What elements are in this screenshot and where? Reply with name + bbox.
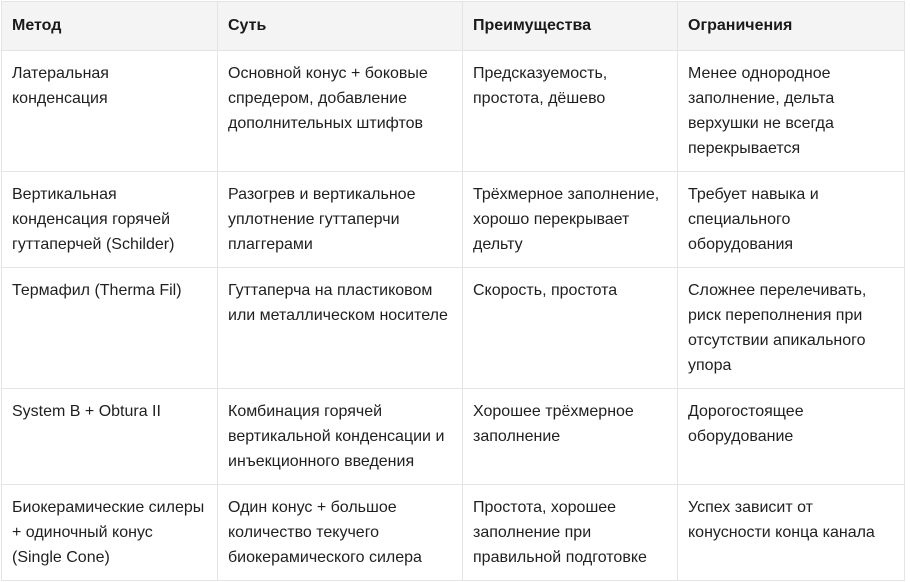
cell-essence: Разогрев и вертикальное уплотнение гуттаперчи плаггерами — [218, 172, 463, 268]
table-row — [2, 389, 905, 485]
header-limitations: Ограничения — [678, 2, 905, 51]
comparison-table — [1, 1, 905, 581]
cell-limitations: Менее однородное заполнение, дельта верхушки не всегда перекрывается — [678, 51, 905, 172]
cell-method: System B + Obtura II — [2, 389, 218, 485]
header-method: Метод — [2, 2, 218, 51]
table-header-row — [2, 2, 905, 51]
cell-essence: Один конус + большое количество текучего биокерамического силера — [218, 485, 463, 581]
cell-advantages: Скорость, простота — [463, 268, 678, 389]
cell-method: Латеральная конденсация — [2, 51, 218, 172]
header-essence: Суть — [218, 2, 463, 51]
table-row — [2, 51, 905, 172]
cell-essence: Комбинация горячей вертикальной конденсации и инъекционного введения — [218, 389, 463, 485]
cell-method: Биокерамические силеры + одиночный конус (Single Cone) — [2, 485, 218, 581]
cell-advantages: Хорошее трёхмерное заполнение — [463, 389, 678, 485]
cell-limitations: Сложнее перелечивать, риск переполнения при отсутствии апикального упора — [678, 268, 905, 389]
cell-advantages: Трёхмерное заполнение, хорошо перекрывает дельту — [463, 172, 678, 268]
header-advantages: Преимущества — [463, 2, 678, 51]
cell-limitations: Успех зависит от конусности конца канала — [678, 485, 905, 581]
cell-limitations: Требует навыка и специального оборудования — [678, 172, 905, 268]
cell-method: Термафил (Therma Fil) — [2, 268, 218, 389]
table-row — [2, 268, 905, 389]
table-row — [2, 485, 905, 581]
cell-advantages: Простота, хорошее заполнение при правильной подготовке — [463, 485, 678, 581]
cell-essence: Основной конус + боковые спредером, добавление дополнительных штифтов — [218, 51, 463, 172]
cell-essence: Гуттаперча на пластиковом или металлическом носителе — [218, 268, 463, 389]
cell-advantages: Предсказуемость, простота, дёшево — [463, 51, 678, 172]
cell-limitations: Дорогостоящее оборудование — [678, 389, 905, 485]
table-row — [2, 172, 905, 268]
cell-method: Вертикальная конденсация горячей гуттаперчей (Schilder) — [2, 172, 218, 268]
